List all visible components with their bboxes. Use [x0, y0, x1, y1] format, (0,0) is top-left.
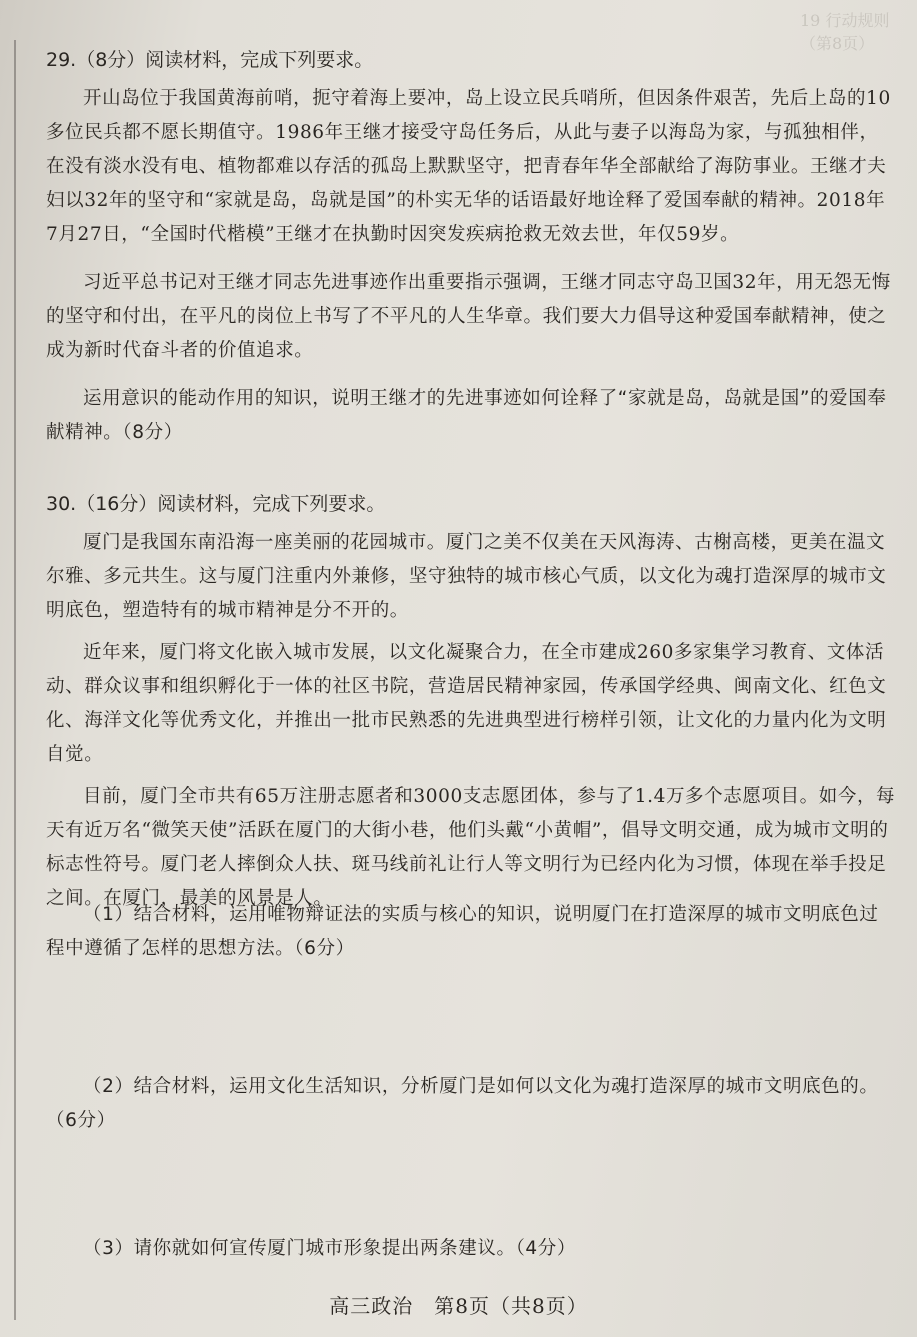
q30-paragraph-3: 目前，厦门全市共有65万注册志愿者和3000支志愿团体，参与了1.4万多个志愿项目。如今，每天有近万名“微笑天使”活跃在厦门的大街小巷，他们头戴“小黄帽”，倡导文明交通，成为城市文明的标志性符号。厦门老人摔倒众人扶、斑马线前礼让行人等文明行为已经内化为习惯，体现在举手投足之间。在厦门，最美的风景是人。	[46, 786, 896, 909]
q30-subquestion-3-block	[46, 1232, 896, 1266]
question-30-title: 30.（16分）阅读材料，完成下列要求。	[46, 493, 386, 515]
q30-paragraph-1: 厦门是我国东南沿海一座美丽的花园城市。厦门之美不仅美在天风海涛、古榭高楼，更美在温文尔雅、多元共生。这与厦门注重内外兼修，坚守独特的城市核心气质，以文化为魂打造深厚的城市文明底色，塑造特有的城市精神是分不开的。	[46, 532, 887, 621]
q30-subquestion-2: （2）结合材料，运用文化生活知识，分析厦门是如何以文化为魂打造深厚的城市文明底色的。（6分）	[46, 1076, 879, 1131]
q29-paragraph-1: 开山岛位于我国黄海前哨，扼守着海上要冲，岛上设立民兵哨所，但因条件艰苦，先后上岛的10多位民兵都不愿长期值守。1986年王继才接受守岛任务后，从此与妻子以海岛为家，与孤独相伴，在没有淡水没有电、植物都难以存活的孤岛上默默坚守，把青春年华全部献给了海防事业。王继才夫妇以32年的坚守和“家就是岛，岛就是国”的朴实无华的话语最好地诠释了爱国奉献的精神。2018年7月27日，“全国时代楷模”王继才在执勤时因突发疾病抢救无效去世，年仅59岁。	[46, 88, 891, 245]
question-29	[46, 46, 896, 450]
bleed-through-text: 19 行动规则（第8页）	[800, 11, 890, 53]
page-footer: 高三政治 第8页（共8页）	[329, 1294, 588, 1318]
q30-subquestion-1: （1）结合材料，运用唯物辩证法的实质与核心的知识，说明厦门在打造深厚的城市文明底色过程中遵循了怎样的思想方法。（6分）	[46, 904, 879, 959]
question-29-title: 29.（8分）阅读材料，完成下列要求。	[46, 49, 374, 71]
q30-paragraph-2: 近年来，厦门将文化嵌入城市发展，以文化凝聚合力，在全市建成260多家集学习教育、文体活动、群众议事和组织孵化于一体的社区书院，营造居民精神家园，传承国学经典、闽南文化、红色文化、海洋文化等优秀文化，并推出一批市民熟悉的先进典型进行榜样引领，让文化的力量内化为文明自觉。	[46, 642, 887, 765]
question-30	[46, 490, 896, 916]
q30-subquestion-1-block	[46, 898, 896, 966]
q29-paragraph-2: 习近平总书记对王继才同志先进事迹作出重要指示强调，王继才同志守岛卫国32年，用无怨无悔的坚守和付出，在平凡的岗位上书写了不平凡的人生华章。我们要大力倡导这种爱国奉献精神，使之成为新时代奋斗者的价值追求。	[46, 272, 891, 361]
q30-subquestion-2-block	[46, 1070, 896, 1138]
q29-question: 运用意识的能动作用的知识，说明王继才的先进事迹如何诠释了“家就是岛，岛就是国”的爱国奉献精神。（8分）	[46, 388, 887, 443]
margin-line	[14, 40, 16, 1320]
q30-subquestion-3: （3）请你就如何宣传厦门城市形象提出两条建议。（4分）	[83, 1238, 576, 1259]
